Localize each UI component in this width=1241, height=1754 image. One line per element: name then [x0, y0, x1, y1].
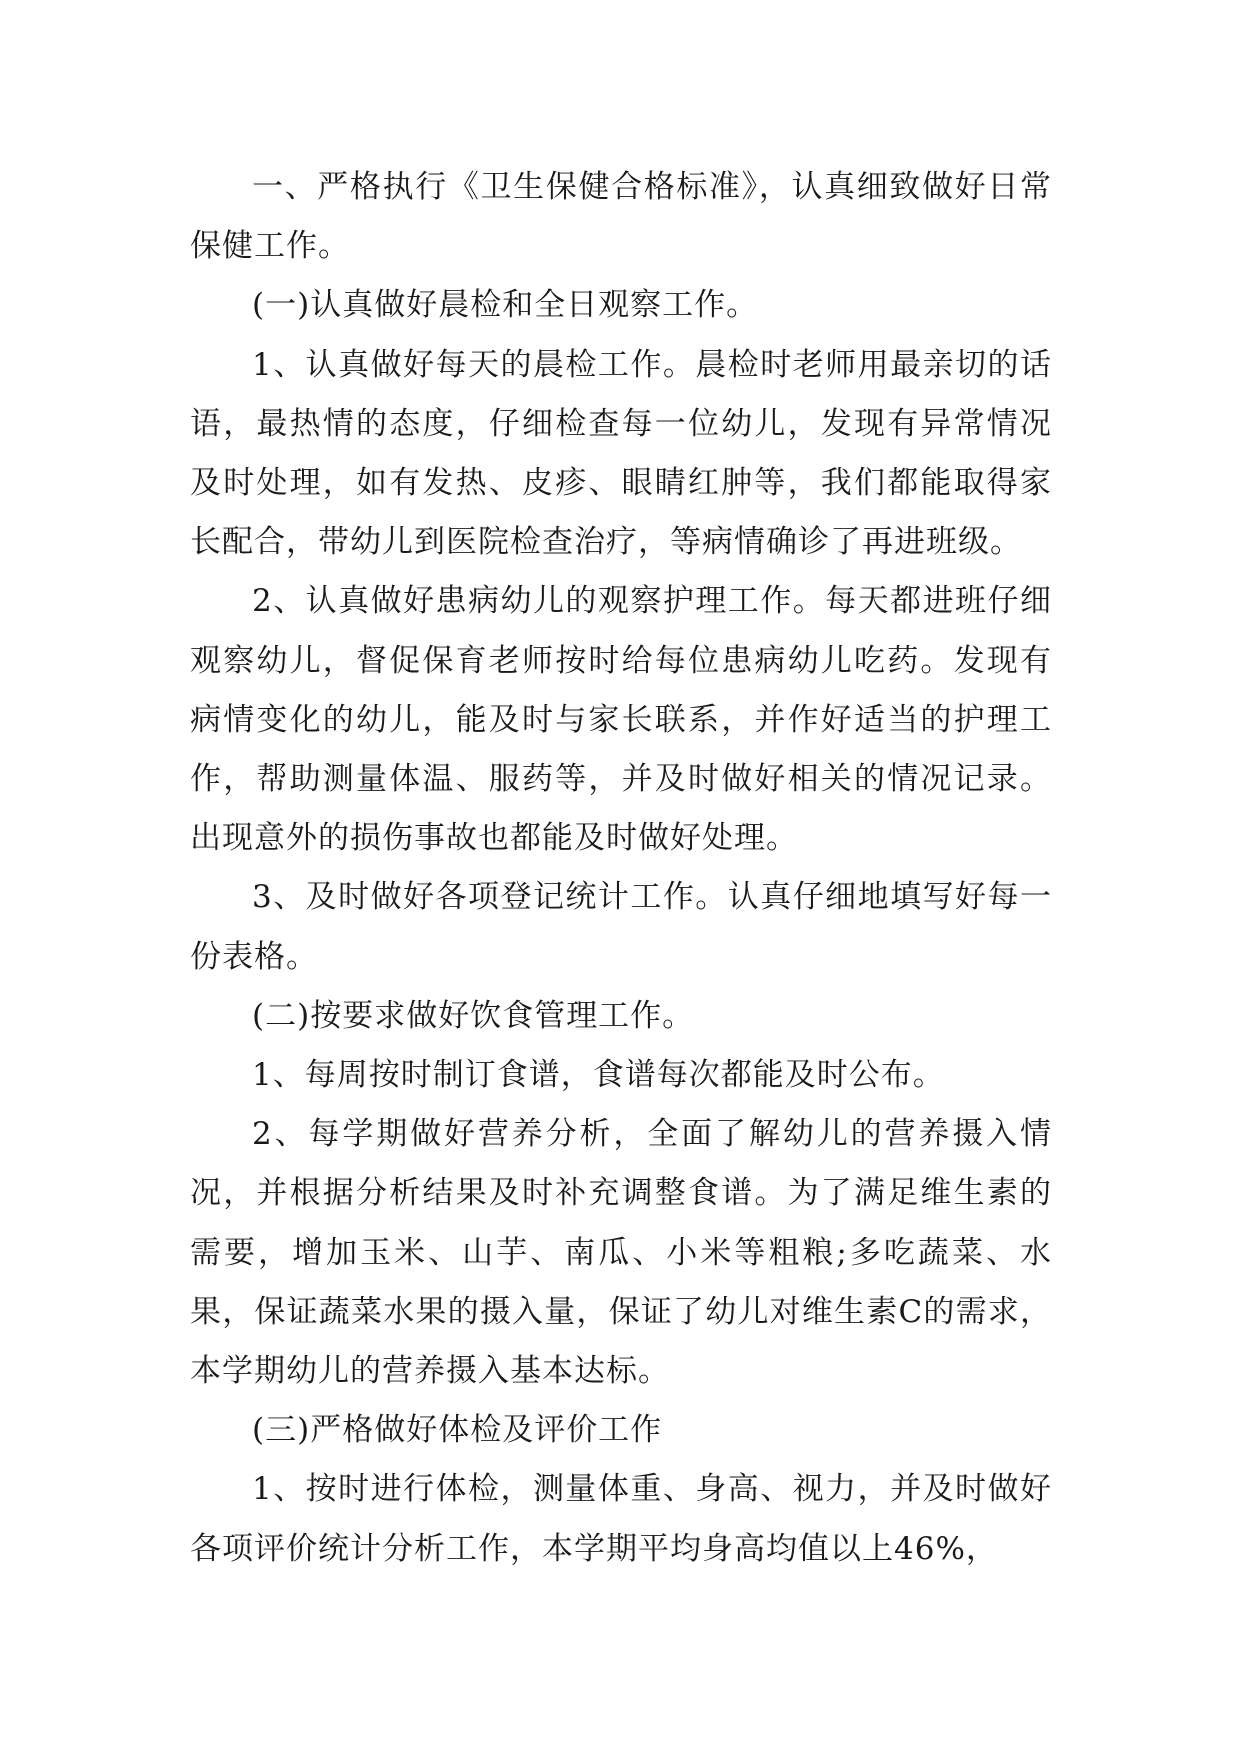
paragraph-morning-check: 1、认真做好每天的晨检工作。晨检时老师用最亲切的话语，最热情的态度，仔细检查每一位幼儿，发现有异常情况及时处理，如有发热、皮疹、眼睛红肿等，我们都能取得家长配合，带幼儿到医院检查治疗，等病情确诊了再进班级。: [190, 346, 1052, 561]
paragraph-physical-exam: 1、按时进行体检，测量体重、身高、视力，并及时做好各项评价统计分析工作，本学期平均身高均值以上46%，: [190, 1471, 1052, 1567]
paragraph-menu: 1、每周按时制订食谱，食谱每次都能及时公布。: [252, 1057, 945, 1094]
section-heading-1: 一、严格执行《卫生保健合格标准》，认真细致做好日常保健工作。: [190, 169, 1052, 265]
subsection-heading-3: (三)严格做好体检及评价工作: [252, 1412, 663, 1449]
paragraph-nutrition: 2、每学期做好营养分析，全面了解幼儿的营养摄入情况，并根据分析结果及时补充调整食谱。为了满足维生素的需要，增加玉米、山芋、南瓜、小米等粗粮;多吃蔬菜、水果，保证蔬菜水果的摄入量，保证了幼儿对维生素C的需求，本学期幼儿的营养摄入基本达标。: [190, 1116, 1052, 1390]
subsection-heading-1: (一)认真做好晨检和全日观察工作。: [252, 287, 759, 324]
paragraph-records: 3、及时做好各项登记统计工作。认真仔细地填写好每一份表格。: [190, 879, 1052, 975]
document-body: [190, 158, 1052, 1579]
subsection-heading-2: (二)按要求做好饮食管理工作。: [252, 997, 695, 1034]
paragraph-sick-care: 2、认真做好患病幼儿的观察护理工作。每天都进班仔细观察幼儿，督促保育老师按时给每位患病幼儿吃药。发现有病情变化的幼儿，能及时与家长联系，并作好适当的护理工作，帮助测量体温、服药等，并及时做好相关的情况记录。出现意外的损伤事故也都能及时做好处理。: [190, 583, 1052, 857]
